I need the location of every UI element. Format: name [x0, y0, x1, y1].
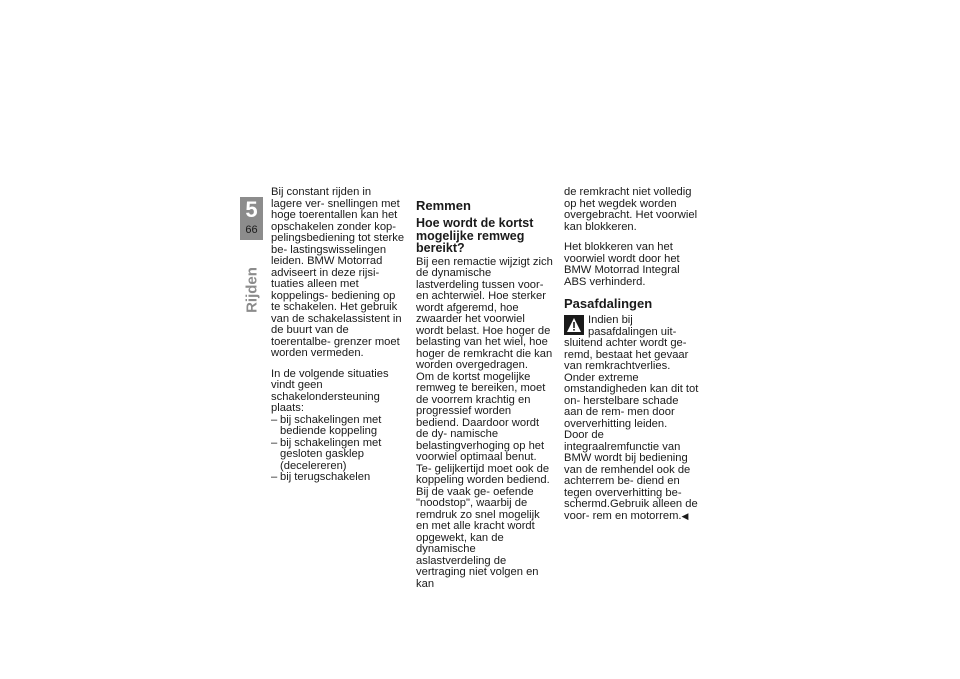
paragraph: Om de kortst mogelijke remweg te bereiken, moet de voorrem krachtig en progressief worden bediend. Daardoor wordt de dy- namische belastingverhoging op het voorwiel optimaal benut. Te- gelijkertijd moet ook de koppeling worden bediend. Bij de vaak ge- oefende "noodstop", waarbij de remdruk zo snel mogelijk en met alle kracht wordt opgewekt, kan de dynamische aslastverdeling de vertraging niet volgen en kan — [416, 370, 550, 590]
warning-text: Indien bij pasafdalingen uit- sluitend achter wordt ge- remd, bestaat het gevaar van remkrachtverlies. Onder extreme omstandigheden kan dit tot on- herstelbare schade aan de rem- men door oververhitting leiden. — [564, 314, 699, 430]
paragraph: Bij een remactie wijzigt zich de dynamische lastverdeling tussen voor- en achterwiel. Hoe sterker wordt afgeremd, hoe zwaarder het voorwiel wordt belast. Hoe hoger de belasting van het wiel, hoe hoger de remkracht die kan worden overgedragen. — [416, 255, 553, 371]
column-3 — [564, 187, 700, 531]
paragraph: Bij constant rijden in lagere ver- snellingen met hoge toerentallen kan het opschakelen zonder kop- pelingsbediening tot sterke be- lastingswisselingen leiden. BMW Motorrad adviseert in deze rijsi- tuaties alleen met koppelings- bediening op te schakelen. Het gebruik van de schakelassistent in de buurt van de toerentalbe- grenzer moet worden vermeden. — [271, 186, 405, 359]
chapter-side-label — [232, 260, 272, 320]
paragraph: In de volgende situaties vindt geen schakelondersteuning plaats: — [271, 367, 389, 414]
paragraph — [564, 430, 700, 522]
list-item: – bij schakelingen met gesloten gasklep (decelereren) — [271, 438, 405, 473]
chapter-tab — [240, 197, 263, 240]
warning-triangle-icon — [564, 315, 584, 335]
section-heading: Pasafdalingen — [564, 296, 653, 311]
chapter-number: 5 — [245, 197, 258, 222]
column-2 — [416, 199, 553, 599]
paragraph: de remkracht niet volledig op het wegdek worden overgebracht. Het voorwiel kan blokkeren. — [564, 186, 698, 233]
section-heading: Remmen — [416, 198, 471, 213]
column-1 — [271, 187, 405, 484]
situation-list — [271, 415, 405, 484]
subsection-heading: Hoe wordt de kortst mogelijke remweg bereikt? — [416, 216, 534, 255]
warning-block — [564, 315, 700, 430]
paragraph-text: Door de integraalremfunctie van BMW wordt bij bediening van de remhendel ook de achterrem be- diend en tegen oververhitting be- schermd.Gebruik alleen de voor- rem en motorrem. — [564, 429, 698, 522]
list-item: – bij terugschakelen — [271, 472, 405, 484]
paragraph: Het blokkeren van het voorwiel wordt door het BMW Motorrad Integral ABS verhinderd. — [564, 241, 680, 288]
page-number: 66 — [245, 224, 258, 236]
list-item: – bij schakelingen met bediende koppeling — [271, 415, 405, 438]
end-of-section-icon: ◀ — [681, 510, 689, 521]
chapter-title: Rijden — [243, 267, 261, 313]
